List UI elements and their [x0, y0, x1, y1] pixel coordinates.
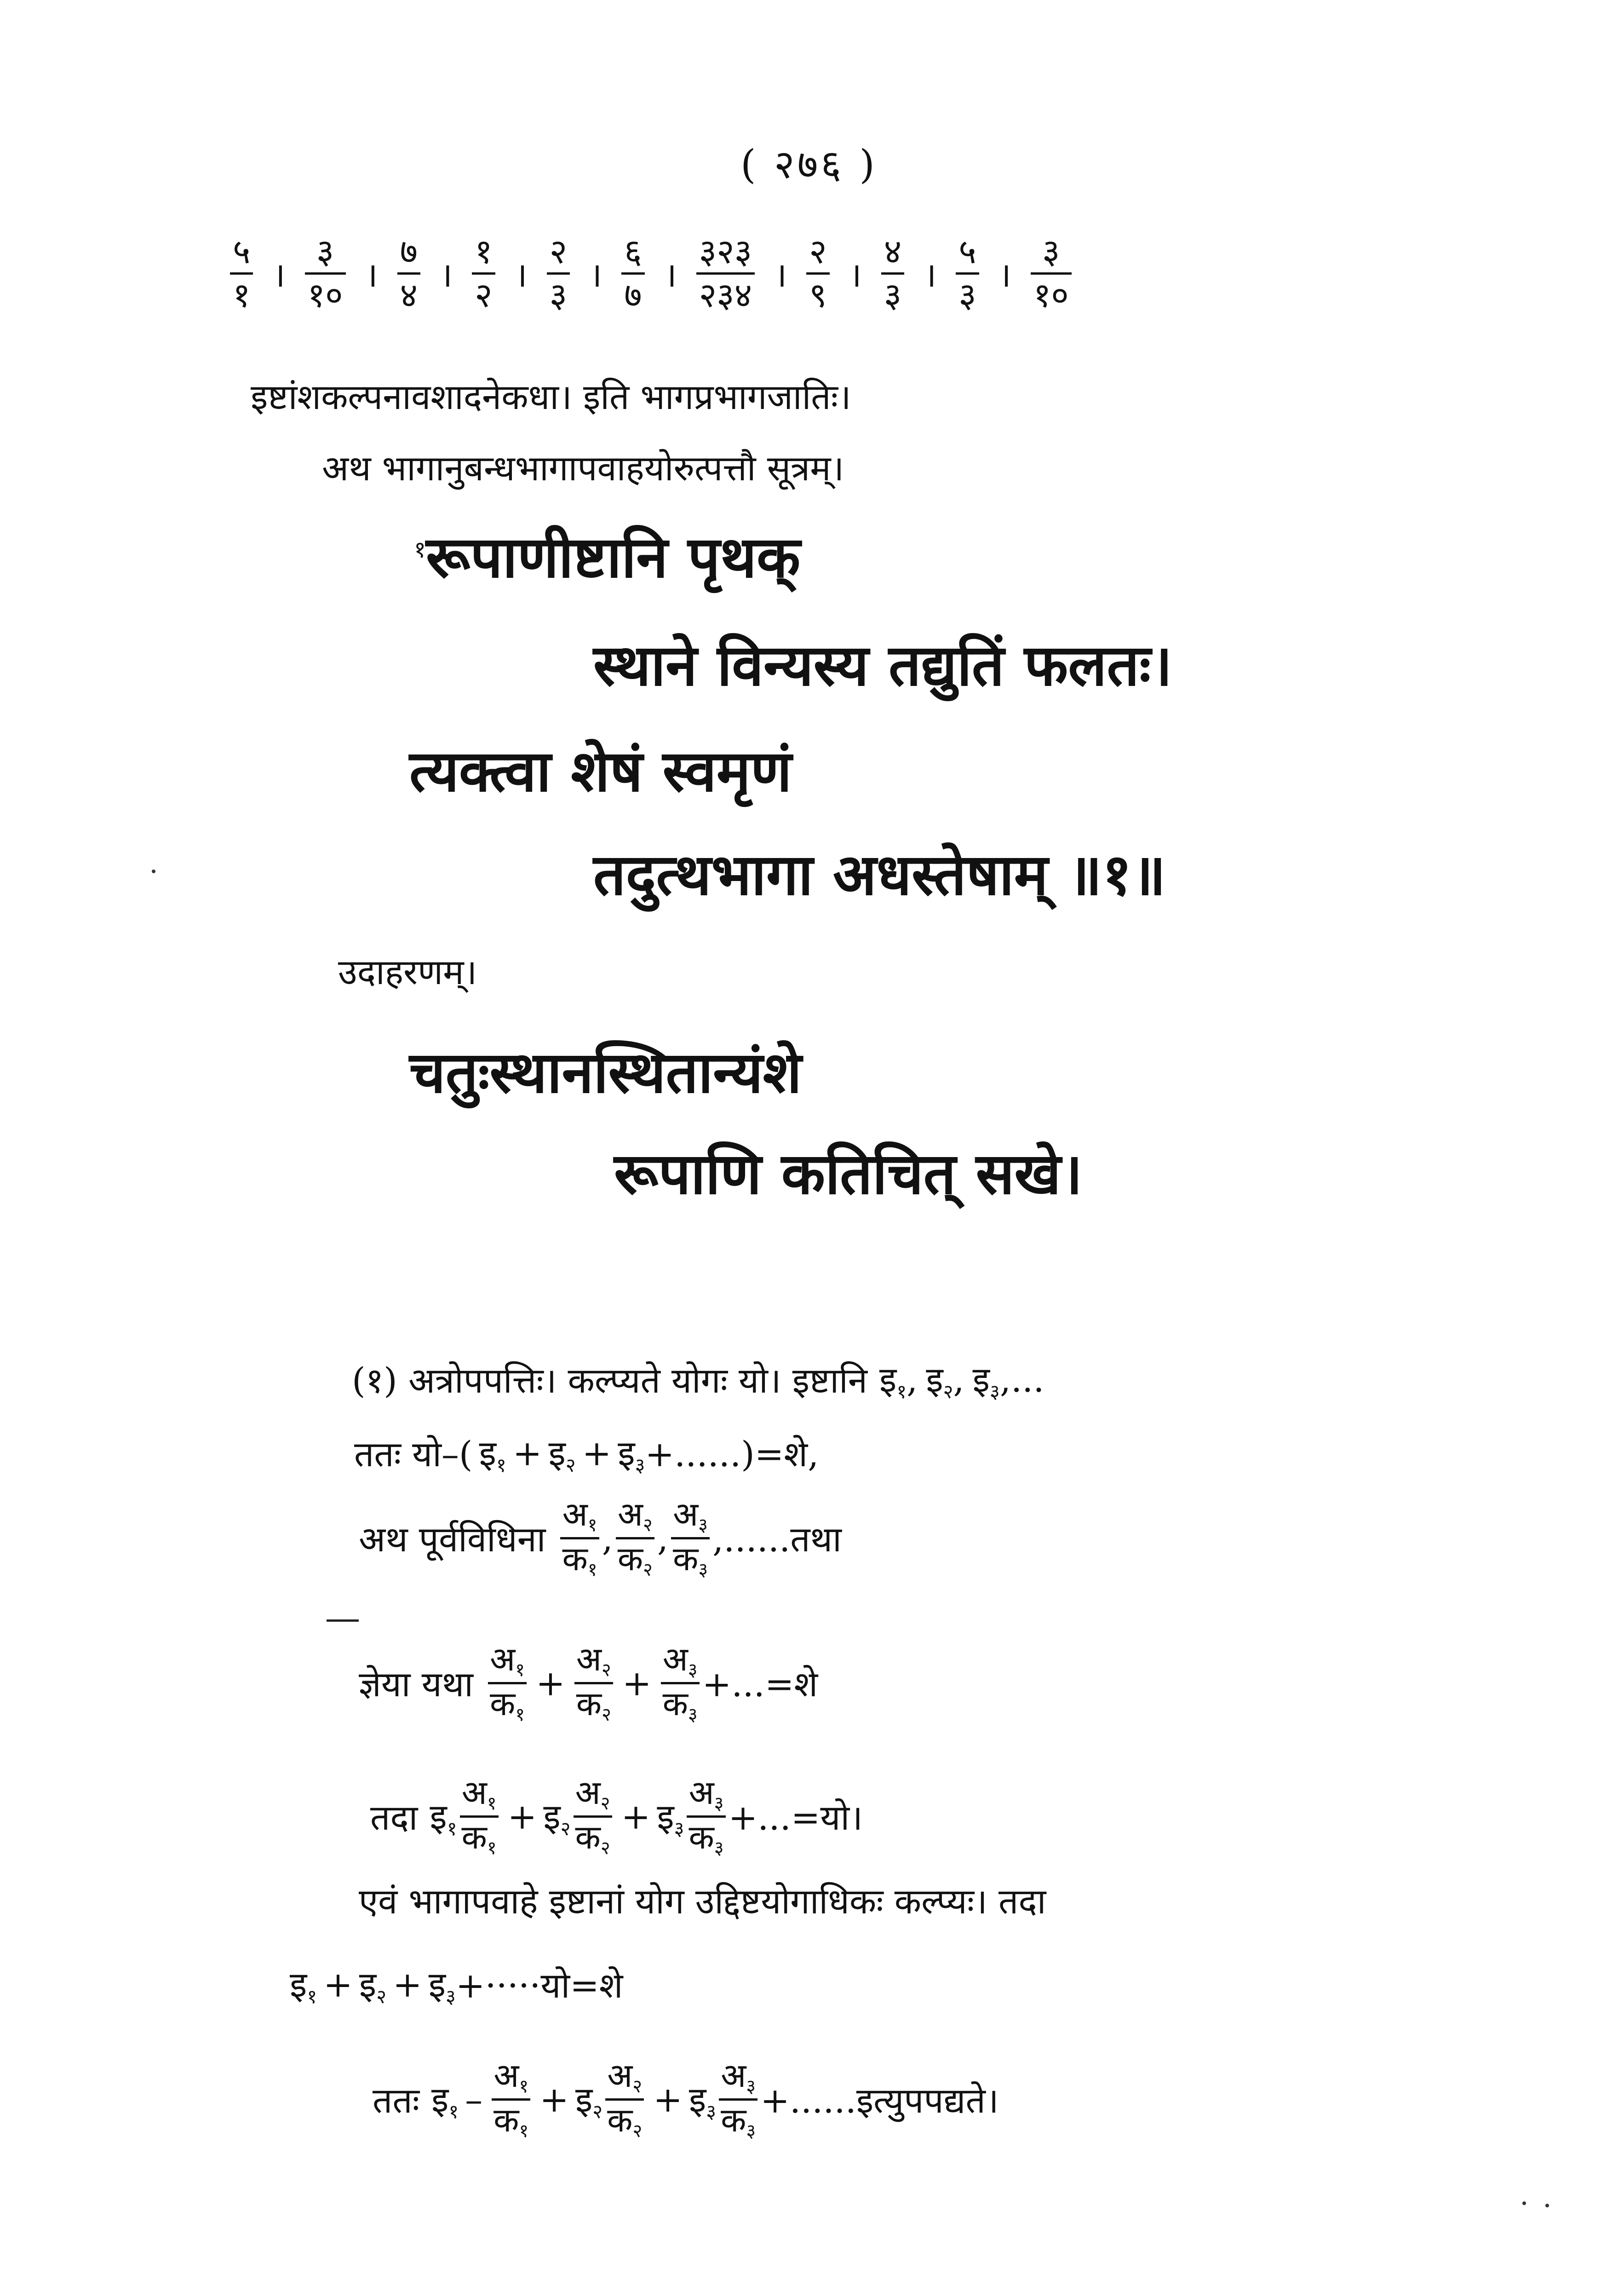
- verse1-line3: त्यक्त्वा शेषं स्वमृणं: [409, 738, 792, 805]
- term-i2: इ$_२$: [926, 1359, 953, 1403]
- fraction-denominator: १०: [305, 272, 346, 312]
- verse1-line2: स्थाने विन्यस्य तद्युतिं फलतः।: [593, 632, 1173, 699]
- fraction-numerator: ५: [958, 232, 976, 271]
- fraction-11: [1031, 232, 1072, 315]
- footnote-mark: १: [414, 536, 426, 563]
- danda-separator: ।: [774, 255, 787, 295]
- danda-separator: ।: [440, 255, 453, 295]
- fraction-1: [230, 232, 253, 315]
- verse1-line1: [414, 524, 801, 591]
- note-line-8: ततः इ$_१$ – $\frac{अ_१}{क_१}$ + इ$_२$ $\frac{अ_२}{क_२}$ + इ$_३$ $\frac{अ_३}{क_३}$ +......इत्युपपद्यते।: [373, 2056, 999, 2142]
- fraction-numerator: २: [549, 232, 568, 271]
- note-line3-start: अथ पूर्वविधिना: [359, 1519, 546, 1560]
- danda-separator: ।: [589, 255, 603, 295]
- udaharanam-heading: उदाहरणम्।: [338, 951, 477, 992]
- danda-separator: ।: [272, 255, 286, 295]
- note-line5-start: तदा: [370, 1797, 418, 1838]
- fraction-numerator: १: [475, 232, 493, 271]
- fraction-denominator: ९: [806, 272, 829, 312]
- fraction-denominator: १०: [1031, 272, 1072, 312]
- danda-separator: ।: [924, 255, 937, 295]
- note-line8-start: ततः: [373, 2080, 419, 2121]
- fraction-9: [881, 232, 904, 315]
- fraction-denominator: ३: [547, 272, 570, 312]
- danda-separator: ।: [365, 255, 378, 295]
- fraction-numerator: ७: [400, 232, 418, 271]
- danda-separator: ।: [849, 255, 862, 295]
- note-line-1: (१) अत्रोपपत्तिः। कल्प्यते योगः यो। इष्टानि इ$_१$ , इ$_२$ , इ$_३$ ,...: [352, 1355, 1044, 1404]
- note-line-3: अथ पूर्वविधिना $\frac{अ_१}{क_१}$ , $\frac{अ_२}{क_२}$ , $\frac{अ_३}{क_३}$ ,......तथा: [359, 1495, 842, 1580]
- fraction-denominator: ३: [881, 272, 904, 312]
- note-line7-end: +·····यो=शे: [455, 1965, 623, 2006]
- verse2-line2: रूपाणि कतिचित् सखे।: [614, 1140, 1083, 1207]
- danda-separator: ।: [514, 255, 528, 295]
- note-line-5: तदा इ$_१$ $\frac{अ_१}{क_१}$ + इ$_२$ $\frac{अ_२}{क_२}$ + इ$_३$ $\frac{अ_३}{क_३}$ +...=यो।: [370, 1773, 863, 1859]
- term-i1: इ$_१$: [879, 1359, 907, 1403]
- note-line2-end: +......)=शे,: [645, 1434, 819, 1475]
- fraction-numerator: ३: [316, 232, 334, 271]
- note-line4-end: +...=शे: [702, 1664, 818, 1705]
- scan-speck: [1545, 2204, 1549, 2207]
- note-line2-start: ततः यो–(: [354, 1434, 473, 1475]
- fraction-numerator: ३: [1042, 232, 1060, 271]
- fraction-numerator: ६: [624, 232, 642, 271]
- verse2-line1: चतुःस्थानस्थितान्यंशे: [409, 1039, 802, 1106]
- danda-separator: ।: [664, 255, 677, 295]
- fraction-numerator: ३२३: [699, 232, 752, 271]
- ellipsis: ,...: [999, 1359, 1044, 1400]
- verse1-line1-text: रूपाणीष्टानि पृथक्: [426, 524, 801, 591]
- fraction-8: [806, 232, 829, 315]
- note-line3-end: ,......तथा: [712, 1519, 842, 1560]
- danda-separator: ।: [998, 255, 1011, 295]
- fraction-denominator: ७: [621, 272, 644, 312]
- note-line1-text: (१) अत्रोपपत्तिः। कल्प्यते योगः यो। इष्टानि: [352, 1360, 867, 1401]
- fraction-numerator: २: [809, 232, 827, 271]
- fraction-a3-k3: $\frac{अ_३}{क_३}$: [671, 1498, 710, 1579]
- fraction-denominator: २३४: [696, 272, 755, 312]
- fraction-3: [397, 232, 420, 315]
- note-line-4: ज्ञेया यथा $\frac{अ_१}{क_१}$ + $\frac{अ_२}{क_२}$ + $\frac{अ_३}{क_३}$ +...=शे: [359, 1640, 818, 1725]
- fraction-a2-k2: $\frac{अ_२}{क_२}$: [616, 1498, 654, 1579]
- note-line-2: ततः यो–( इ$_१$ + इ$_२$ + इ$_३$ +......)=शे,: [354, 1429, 819, 1478]
- scan-speck: [1522, 2201, 1526, 2205]
- fraction-7: [696, 232, 755, 315]
- note-line8-end: +......इत्युपपद्यते।: [760, 2080, 999, 2121]
- verse1-line4: तदुत्थभागा अधस्तेषाम् ॥१॥: [593, 841, 1166, 908]
- fraction-4: [472, 232, 495, 315]
- text-line-sutra-intro: अथ भागानुबन्धभागापवाहयोरुत्पत्तौ सूत्रम्।: [322, 448, 844, 489]
- fraction-denominator: २: [472, 272, 495, 312]
- fraction-5: [547, 232, 570, 315]
- fraction-2: [305, 232, 346, 315]
- fraction-denominator: १: [230, 272, 253, 312]
- scan-mark: [327, 1619, 359, 1622]
- fraction-denominator: ३: [956, 272, 979, 312]
- fraction-denominator: ४: [397, 272, 420, 312]
- note-line5-end: +...=यो।: [728, 1797, 863, 1838]
- fraction-numerator: ५: [233, 232, 251, 271]
- text-line-ishta: इष्टांशकल्पनावशादनेकधा। इति भागप्रभागजातिः।: [251, 376, 851, 417]
- note-line-7: इ$_१$ + इ$_२$ + इ$_३$ +·····यो=शे: [290, 1960, 623, 2009]
- note-line4-start: ज्ञेया यथा: [359, 1664, 473, 1705]
- fraction-row: [230, 232, 1072, 315]
- fraction-6: [621, 232, 644, 315]
- note-line-6: एवं भागापवाहे इष्टानां योग उद्दिष्टयोगाधिकः कल्प्यः। तदा: [359, 1881, 1046, 1922]
- fraction-10: [956, 232, 979, 315]
- scan-speck: [152, 870, 155, 873]
- fraction-numerator: ४: [884, 232, 902, 271]
- fraction-a1-k1: $\frac{अ_१}{क_१}$: [560, 1498, 599, 1579]
- page-number: ( २७६ ): [740, 142, 878, 188]
- term-i3: इ$_३$: [972, 1359, 1000, 1403]
